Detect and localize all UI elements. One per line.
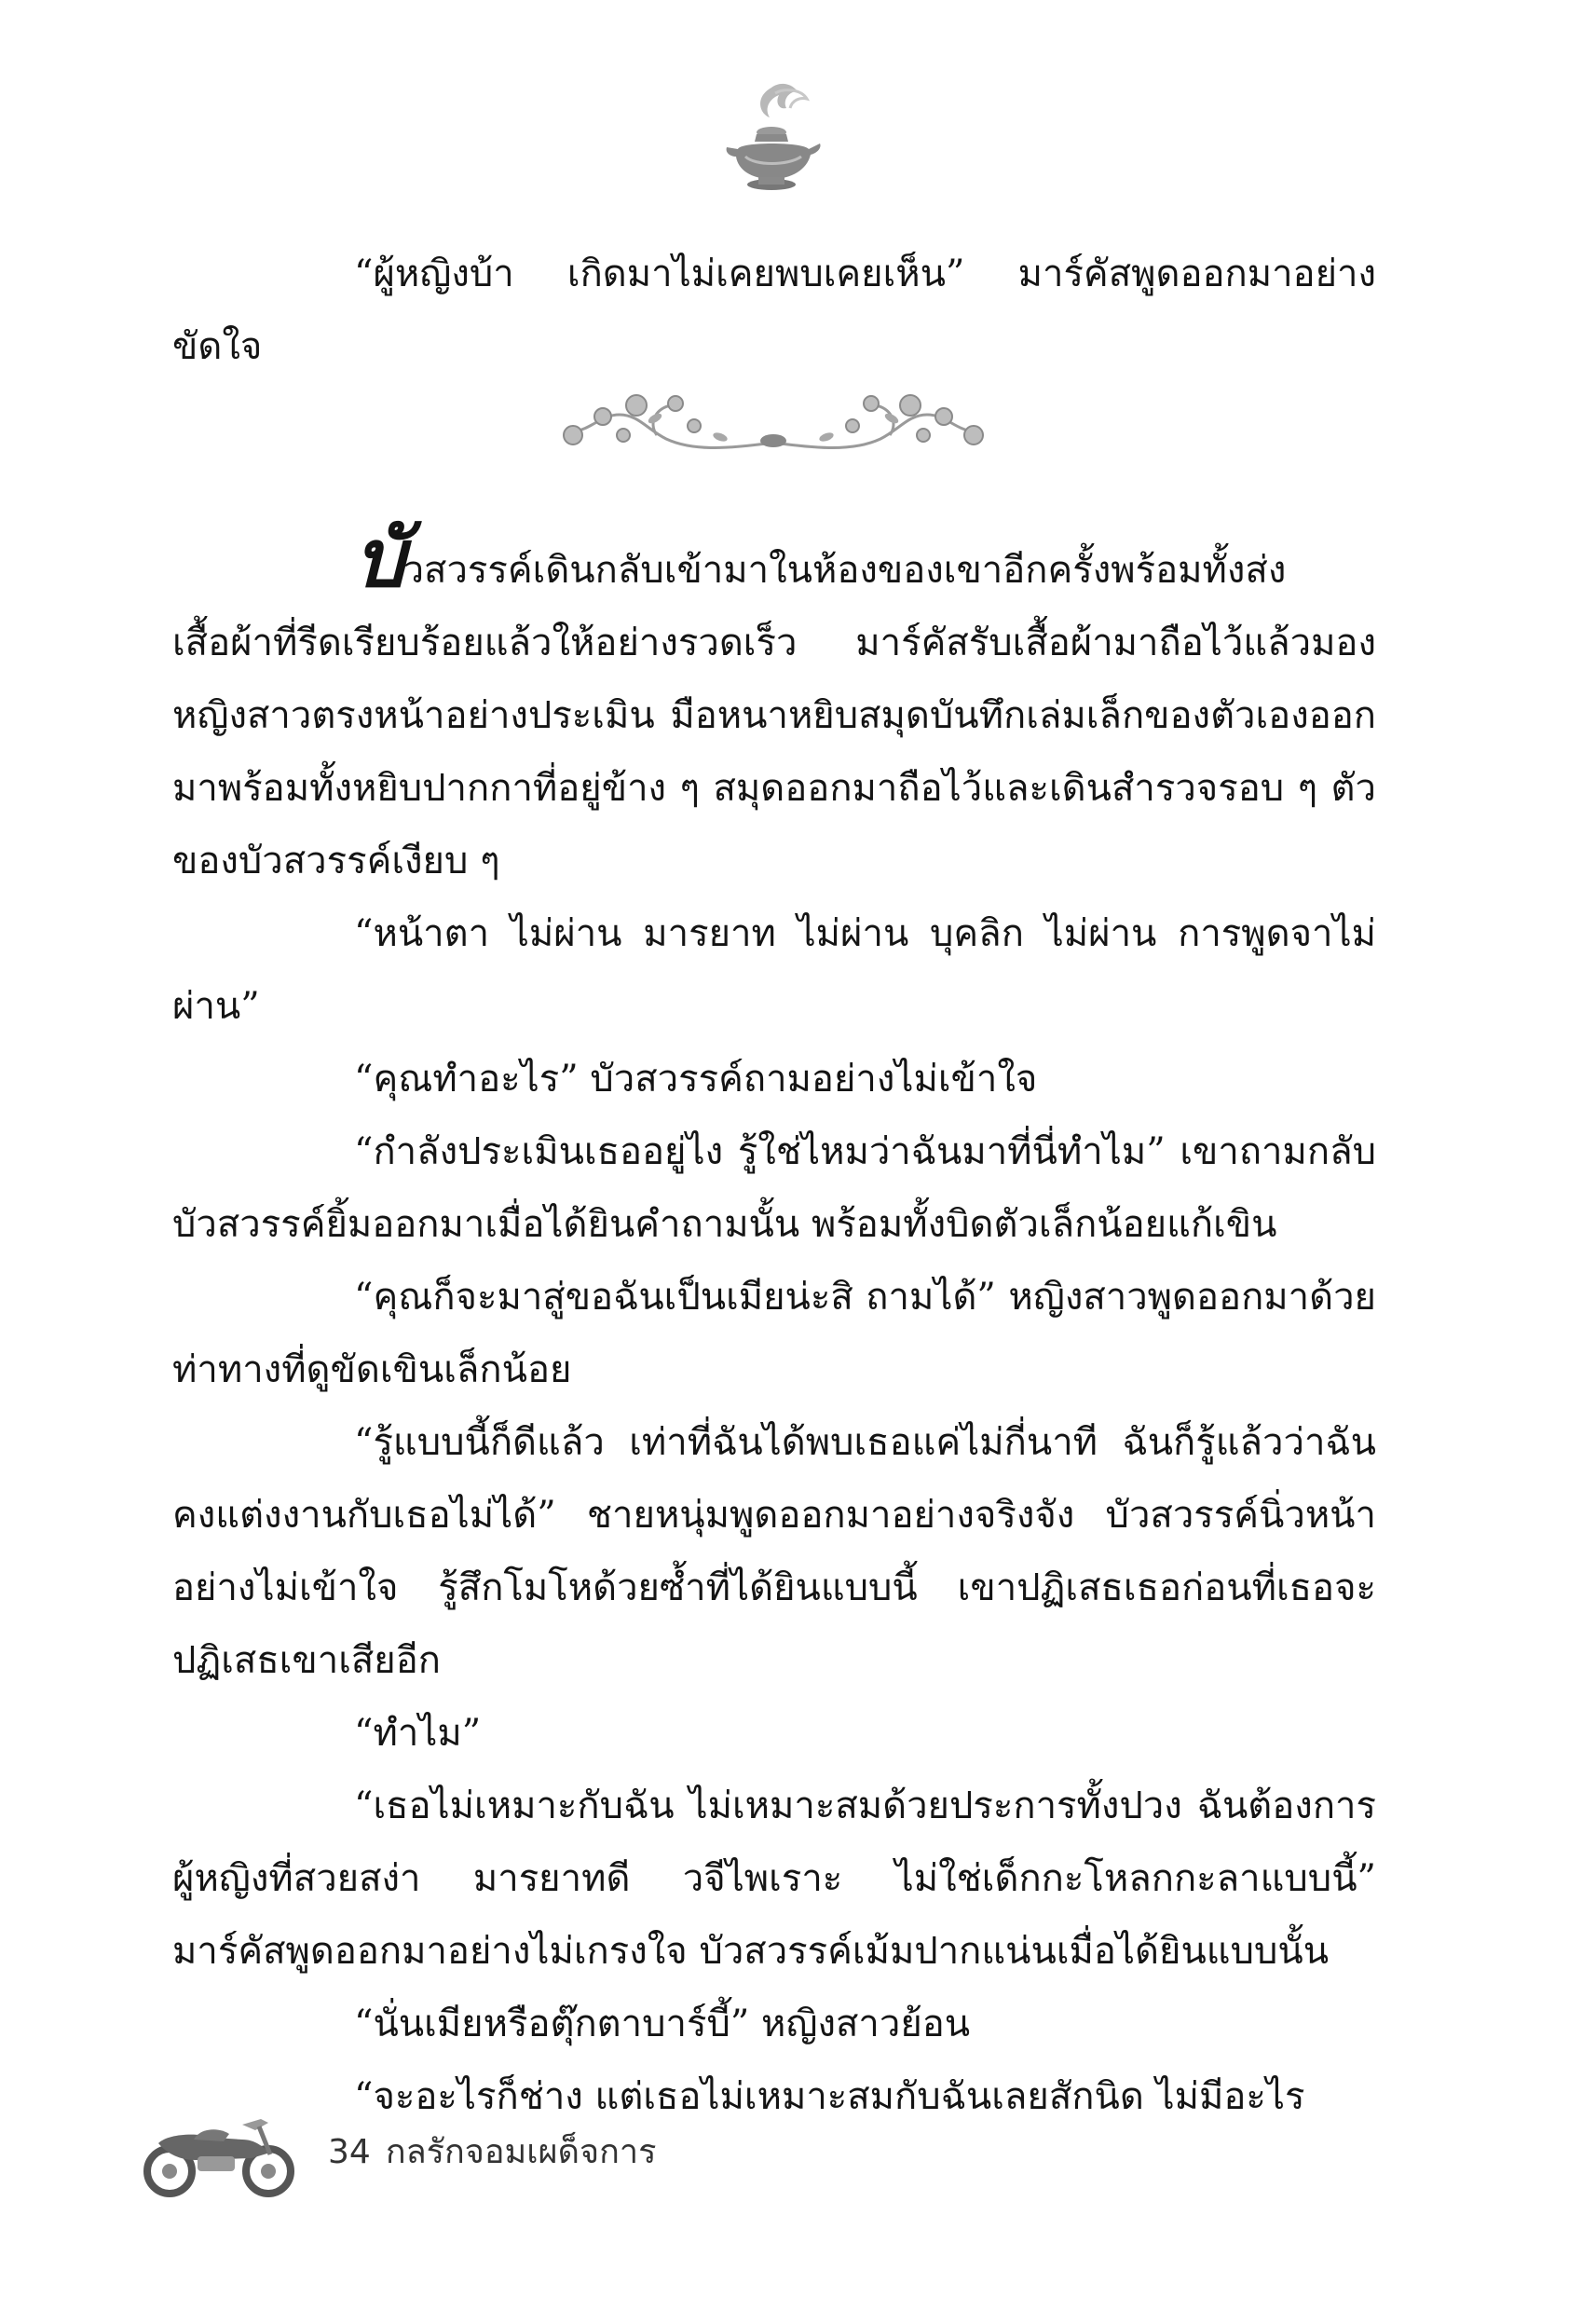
- paragraph-text: วสวรรค์เดินกลับเข้ามาในห้องของเขาอีกครั้งพร้อมทั้งส่งเสื้อผ้าที่รีดเรียบร้อยแล้วให้อย่างรวดเร็ว มาร์คัสรับเสื้อผ้ามาถือไว้แล้วมองหญิงสาวตรงหน้าอย่างประเมิน มือหนาหยิบสมุดบันทึกเล่มเล็กของตัวเองออกมาพร้อมทั้งหยิบปากกาที่อยู่ข้าง ๆ สมุดออกมาถือไว้และเดินสำรวจรอบ ๆ ตัวของบัวสวรรค์เงียบ ๆ: [172, 549, 1376, 882]
- paragraph: “เธอไม่เหมาะกับฉัน ไม่เหมาะสมด้วยประการทั้งปวง ฉันต้องการผู้หญิงที่สวยสง่า มารยาทดี วจีไพเราะ ไม่ใช่เด็กกะโหลกกะลาแบบนี้” มาร์คัสพูดออกมาอย่างไม่เกรงใจ บัวสวรรค์เม้มปากแน่นเมื่อได้ยินแบบนั้น: [172, 1785, 1376, 1973]
- paragraph: “รู้แบบนี้ก็ดีแล้ว เท่าที่ฉันได้พบเธอแค่ไม่กี่นาที ฉันก็รู้แล้วว่าฉันคงแต่งงานกับเธอไม่ได้” ชายหนุ่มพูดออกมาอย่างจริงจัง บัวสวรรค์นิ่วหน้าอย่างไม่เข้าใจ รู้สึกโมโหด้วยซ้ำที่ได้ยินแบบนี้ เขาปฏิเสธเธอก่อนที่เธอจะปฏิเสธเขาเสียอีก: [172, 1421, 1376, 1682]
- page-number: 34: [328, 2133, 371, 2171]
- paragraph: “ทำไม”: [354, 1712, 482, 1755]
- body-text: [172, 238, 1376, 2133]
- book-title: กลรักจอมเผด็จการ: [385, 2133, 657, 2171]
- dropcap-paragraph: [172, 513, 1376, 897]
- paragraph: “จะอะไรก็ช่าง แต่เธอไม่เหมาะสมกับฉันเลยสักนิด ไม่มีอะไร: [354, 2075, 1305, 2118]
- genie-lamp-ornament-icon: [717, 76, 829, 207]
- paragraph: “คุณก็จะมาสู่ขอฉันเป็นเมียน่ะสิ ถามได้” หญิงสาวพูดออกมาด้วยท่าทางที่ดูขัดเขินเล็กน้อย: [172, 1276, 1376, 1391]
- dropcap-letter: บั: [354, 513, 403, 606]
- paragraph: “ผู้หญิงบ้า เกิดมาไม่เคยพบเคยเห็น” มาร์คัสพูดออกมาอย่างขัดใจ: [172, 253, 1376, 368]
- paragraph: “กำลังประเมินเธออยู่ไง รู้ใช่ไหมว่าฉันมาที่นี่ทำไม” เขาถามกลับ บัวสวรรค์ยิ้มออกมาเมื่อได้ยินคำถามนั้น พร้อมทั้งบิดตัวเล็กน้อยแก้เขิน: [172, 1130, 1376, 1246]
- paragraph: “หน้าตา ไม่ผ่าน มารยาท ไม่ผ่าน บุคลิก ไม่ผ่าน การพูดจาไม่ผ่าน”: [172, 912, 1376, 1028]
- motorcycle-illustration-icon: [140, 2106, 298, 2199]
- paragraph: “นั่นเมียหรือตุ๊กตาบาร์บี้” หญิงสาวย้อน: [354, 2003, 971, 2045]
- page-footer: [328, 2125, 671, 2178]
- paragraph: “คุณทำอะไร” บัวสวรรค์ถามอย่างไม่เข้าใจ: [354, 1058, 1038, 1101]
